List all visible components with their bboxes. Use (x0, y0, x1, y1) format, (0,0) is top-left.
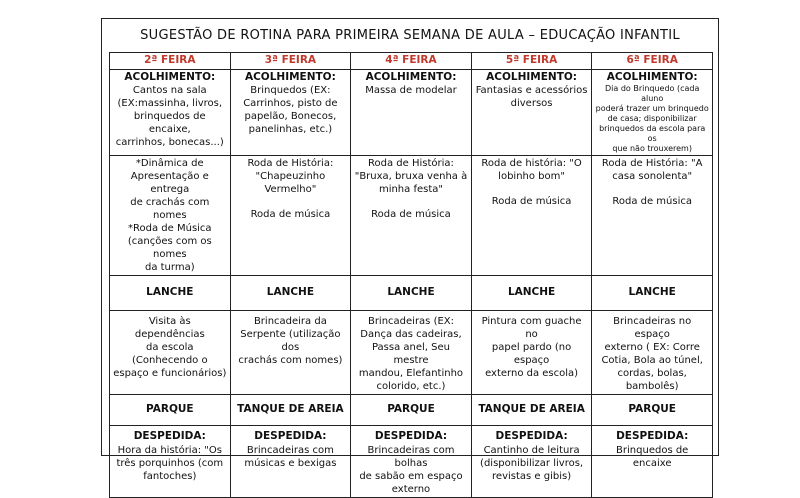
cell-line: da turma) (144, 262, 195, 274)
parque-cell: PARQUE (592, 395, 713, 426)
acolhimento-cell (592, 69, 713, 156)
cell-line: Brincadeiras com bolhas (367, 444, 455, 469)
acolhimento-cell (351, 69, 472, 156)
cell-line: papelão, Bonecos, (244, 111, 337, 123)
cell-line: diversos (510, 98, 553, 110)
cell-line: Brincadeiras com (246, 444, 334, 456)
despedida-label: DESPEDIDA: (616, 430, 689, 443)
cell-line: Brincadeiras no espaço (613, 316, 692, 341)
atividades-row (110, 156, 713, 276)
cell-line: Roda de música (612, 196, 693, 208)
acolhimento-label: ACOLHIMENTO: (486, 70, 577, 83)
day-header-tuesday: 3ª FEIRA (230, 53, 351, 70)
cell-line: (disponibilizar livros, (480, 457, 584, 469)
cell-line: Apresentação e entrega (130, 171, 209, 196)
routine-table (109, 52, 713, 498)
cell-line: "Bruxa, bruxa venha à (354, 171, 468, 183)
cell-line: espaço e funcionários) (113, 368, 227, 380)
despedida-cell (110, 426, 231, 498)
cell-line: Cantinho de leitura (483, 444, 580, 456)
tanque-de-areia-cell: TANQUE DE AREIA (471, 395, 592, 426)
atividade-cell (351, 156, 472, 276)
tanque-de-areia-cell: TANQUE DE AREIA (230, 395, 351, 426)
acolhimento-cell (110, 69, 231, 156)
cell-line: crachás com nomes) (238, 355, 343, 367)
spacer (354, 196, 468, 208)
despedida-label: DESPEDIDA: (495, 430, 568, 443)
cell-line: casa sonolenta" (612, 171, 693, 183)
cell-line: Serpente (utilização dos (240, 329, 341, 354)
cell-line: Brinquedos de encaixe (616, 444, 689, 469)
spacer (595, 183, 709, 195)
cell-line: Roda de música (250, 209, 331, 221)
cell-line: externo (391, 483, 431, 495)
tarde-cell (110, 311, 231, 395)
cell-line: brinquedos da escola para os (599, 124, 706, 144)
cell-line: Roda de música (371, 209, 451, 221)
tarde-cell (230, 311, 351, 395)
sheet-title: SUGESTÃO DE ROTINA PARA PRIMEIRA SEMANA DE AULA – EDUCAÇÃO INFANTIL (140, 28, 680, 43)
cell-line: Roda de música (491, 196, 572, 208)
cell-line: externo da escola) (485, 368, 579, 380)
cell-line: panelinhas, etc.) (248, 124, 333, 136)
cell-line: de casa; disponibilizar (607, 114, 697, 124)
atividade-cell (471, 156, 592, 276)
day-header-wednesday: 4ª FEIRA (351, 53, 472, 70)
acolhimento-label: ACOLHIMENTO: (124, 70, 216, 83)
day-header-monday: 2ª FEIRA (110, 53, 231, 70)
cell-line: músicas e bexigas (244, 457, 337, 469)
cell-line: Dança das cadeiras, (360, 329, 462, 341)
cell-line: Dia do Brinquedo (cada aluno (604, 84, 700, 104)
lanche-row (110, 276, 713, 311)
cell-line: (EX:massinha, livros, (117, 98, 223, 110)
lanche-cell: LANCHE (110, 276, 231, 311)
cell-line: minha festa" (378, 184, 443, 196)
lanche-cell: LANCHE (592, 276, 713, 311)
cell-line: que não trouxerem) (612, 144, 692, 154)
cell-line: revistas e gibis) (492, 470, 572, 482)
cell-line: três porquinhos (com (116, 457, 224, 469)
lanche-cell: LANCHE (230, 276, 351, 311)
cell-line: Cantos na sala (132, 85, 207, 97)
cell-line: de sabão em espaço (359, 470, 463, 482)
cell-line: da escola (Conhecendo o (132, 342, 208, 367)
day-header-friday: 6ª FEIRA (592, 53, 713, 70)
acolhimento-row (110, 69, 713, 156)
cell-line: mandou, Elefantinho (358, 368, 464, 380)
cell-line: Massa de modelar (365, 85, 457, 97)
cell-line: lobinho bom" (498, 171, 565, 183)
cell-line: brinquedos de encaixe, (133, 111, 206, 136)
header-row (110, 53, 713, 70)
parque-cell: PARQUE (351, 395, 472, 426)
cell-line: papel pardo (no espaço (491, 342, 572, 367)
despedida-cell (230, 426, 351, 498)
cell-line: Carrinhos, pisto de (243, 98, 338, 110)
despedida-label: DESPEDIDA: (133, 430, 206, 443)
cell-line: Passa anel, Seu mestre (371, 342, 450, 367)
cell-line: fantoches) (143, 470, 197, 482)
acolhimento-cell (230, 69, 351, 156)
despedida-label: DESPEDIDA: (374, 430, 448, 443)
parque-row (110, 395, 713, 426)
cell-line: Fantasias e acessórios (475, 85, 588, 97)
acolhimento-cell (471, 69, 592, 156)
cell-line: de crachás com nomes (130, 197, 210, 222)
cell-line: cordas, bolas, bambolês) (617, 368, 687, 393)
cell-line: colorido, etc.) (376, 381, 446, 393)
despedida-row (110, 426, 713, 498)
atividade-cell (592, 156, 713, 276)
acolhimento-label: ACOLHIMENTO: (244, 70, 336, 83)
cell-line: Roda de história: "O (481, 158, 582, 170)
atividade-cell (230, 156, 351, 276)
cell-line: Cotia, Bola ao túnel, (601, 355, 703, 367)
despedida-cell (592, 426, 713, 498)
cell-line: Roda de História: "A (601, 158, 703, 170)
tarde-row (110, 311, 713, 395)
despedida-label: DESPEDIDA: (254, 430, 327, 443)
cell-line: Visita às dependências (134, 316, 205, 341)
lanche-cell: LANCHE (351, 276, 472, 311)
cell-line: Hora da história: "Os (117, 444, 222, 456)
tarde-cell (592, 311, 713, 395)
despedida-cell (471, 426, 592, 498)
atividade-cell (110, 156, 231, 276)
cell-line: carrinhos, bonecas...) (115, 137, 224, 149)
cell-line: Pintura com guache no (481, 316, 582, 341)
cell-line: *Roda de Música (128, 223, 212, 235)
cell-line: externo ( EX: Corre (604, 342, 700, 354)
spacer (234, 196, 348, 208)
cell-line: Brincadeiras (EX: (367, 316, 455, 328)
acolhimento-label: ACOLHIMENTO: (606, 70, 698, 83)
cell-line: "Chapeuzinho Vermelho" (255, 171, 326, 196)
parque-cell: PARQUE (110, 395, 231, 426)
routine-sheet (101, 18, 719, 495)
cell-line: Roda de História: (247, 158, 334, 170)
acolhimento-label: ACOLHIMENTO: (365, 70, 457, 83)
cell-line: *Dinâmica de (135, 158, 204, 170)
despedida-cell (351, 426, 472, 498)
spacer (475, 183, 589, 195)
lanche-cell: LANCHE (471, 276, 592, 311)
cell-line: Roda de História: (368, 158, 454, 170)
cell-line: poderá trazer um brinquedo (595, 104, 709, 114)
cell-line: Brinquedos (EX: (250, 85, 331, 97)
tarde-cell (471, 311, 592, 395)
day-header-thursday: 5ª FEIRA (471, 53, 592, 70)
cell-line: (canções com os nomes (127, 236, 212, 261)
tarde-cell (351, 311, 472, 395)
cell-line: Brincadeira da (253, 316, 327, 328)
